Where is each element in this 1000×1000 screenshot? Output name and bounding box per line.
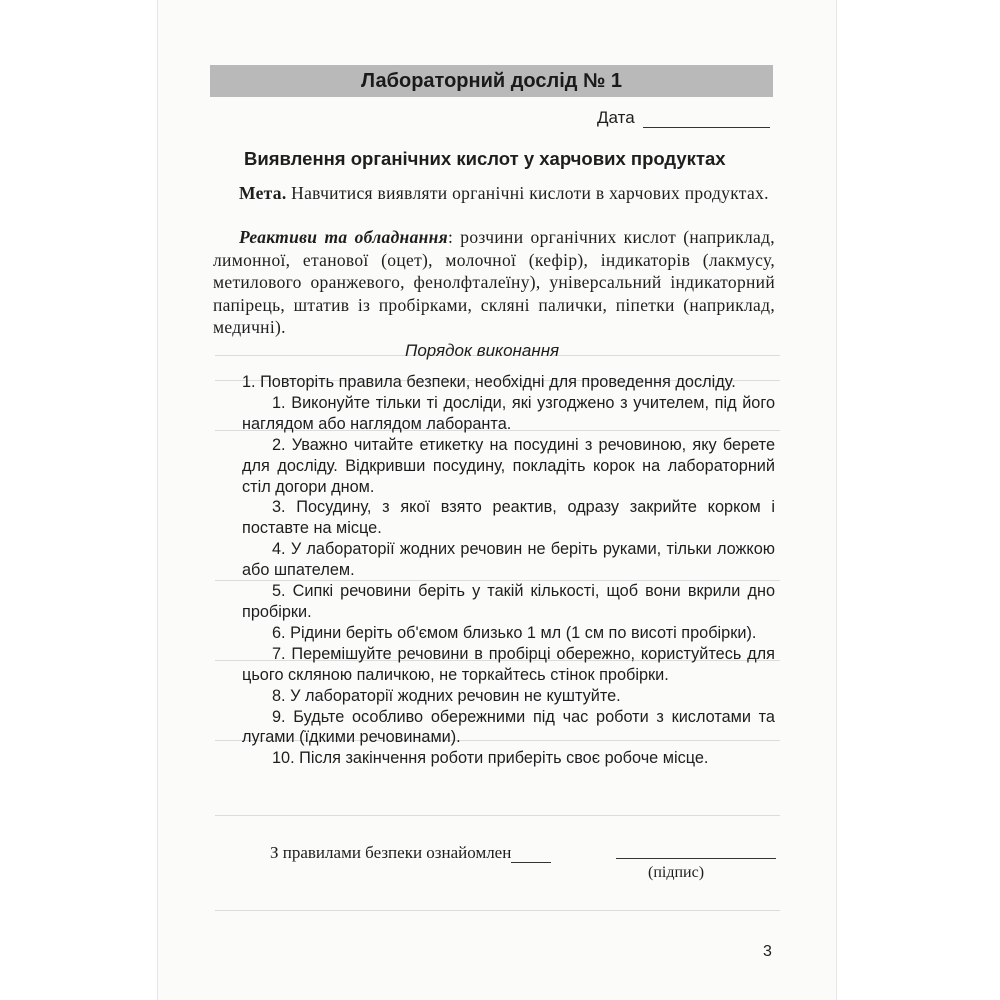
safety-rule: 5. Сипкі речовини беріть у такій кількості, щоб вони вкрили дно пробірки. [242,582,775,621]
bleed-through-line [215,815,780,816]
procedure-title: Порядок виконання [405,341,560,360]
goal-label: Мета. [239,183,287,203]
signature-statement: З правилами безпеки ознайомлен [270,843,512,862]
goal-paragraph [213,182,775,205]
reagents-label: Реактиви та обладнання [239,227,448,247]
lab-title-banner [210,65,773,97]
safety-rule: 6. Рідини беріть об'ємом близько 1 мл (1 см по висоті пробірки). [272,623,757,642]
date-field [597,108,770,128]
bleed-through-line [215,910,780,911]
reagents-text: : розчини органічних кислот (наприклад, лимонної, етанової (оцет), молочної (кефір), індикаторів (лакмусу, метилового оранжевого, фенолфталеїну), універсальний індикаторний папірець, штатив із пробірками, скляні палички, піпетки (наприклад, медичні). [213,227,775,337]
procedure-list [242,372,775,769]
signature-row [270,843,780,863]
page-number: 3 [763,943,772,960]
gender-ending-blank[interactable] [511,846,551,863]
safety-rule: 1. Виконуйте тільки ті досліди, які узгоджено з учителем, під його наглядом або наглядом лаборанта. [242,393,775,433]
reagents-paragraph [213,226,775,339]
safety-rule: 3. Посудину, з якої взято реактив, одразу закрийте корком і поставте на місце. [242,498,775,538]
safety-rule: 4. У лабораторії жодних речовин не беріть руками, тільки ложкою або шпателем. [242,540,775,580]
procedure-intro: 1. Повторіть правила безпеки, необхідні для проведення досліду. [242,373,736,391]
goal-text: Навчитися виявляти органічні кислоти в харчових продуктах. [286,183,769,203]
signature-caption: (підпис) [648,864,705,881]
signature-line[interactable] [616,858,776,859]
safety-rule: 2. Уважно читайте етикетку на посудині з речовиною, яку берете для досліду. Відкривши посудину, покладіть корок на лабораторний стіл догори дном. [242,435,775,496]
date-label: Дата [597,108,635,127]
experiment-heading: Виявлення органічних кислот у харчових продуктах [244,148,726,169]
safety-rule: 7. Перемішуйте речовини в пробірці обережно, користуйтесь для цього скляною паличкою, не торкайтесь стінок пробірки. [242,644,775,684]
date-input-line[interactable] [643,109,770,128]
lab-title: Лабораторний дослід № 1 [360,69,622,92]
safety-rule: 10. Після закінчення роботи приберіть своє робоче місце. [272,749,709,768]
safety-rule: 8. У лабораторії жодних речовин не куштуйте. [272,686,621,705]
safety-rule: 9. Будьте особливо обережними під час роботи з кислотами та лугами (їдкими речовинами). [242,707,775,747]
